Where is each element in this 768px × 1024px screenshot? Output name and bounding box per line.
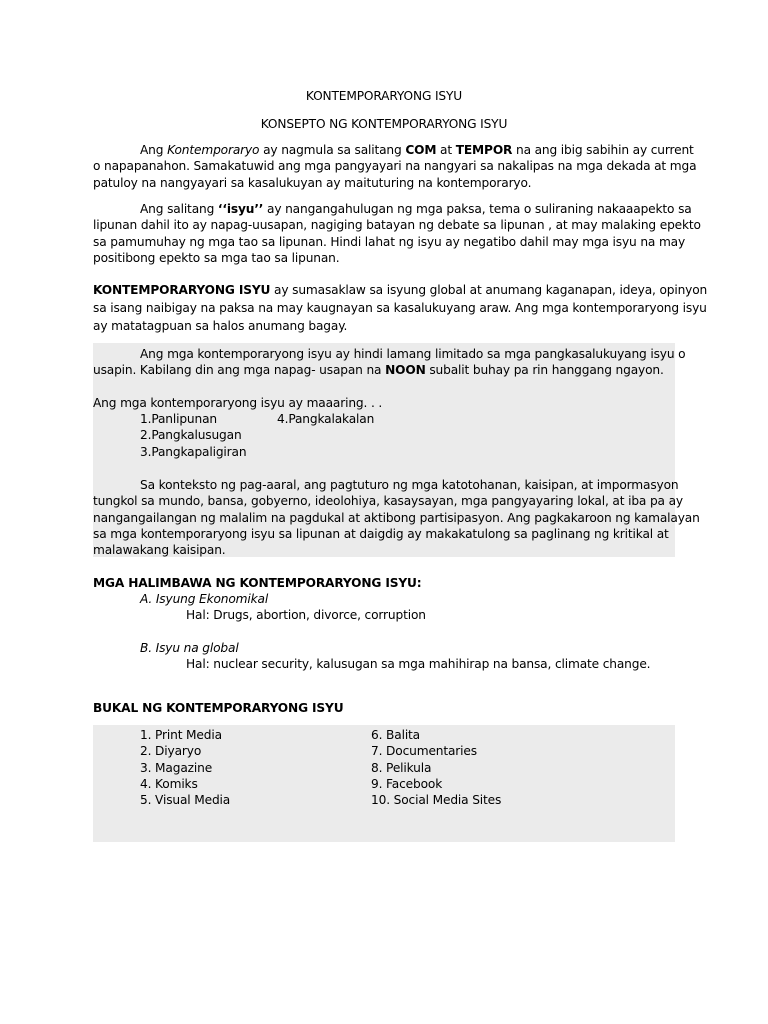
emphasis-isyu: ‘‘isyu’’ <box>217 202 264 216</box>
list-intro: Ang mga kontemporaryong isyu ay maaaring. . . <box>93 396 383 410</box>
paragraph-line <box>93 282 707 298</box>
example-item: Hal: nuclear security, kalusugan sa mga mahihirap na bansa, climate change. <box>186 657 651 671</box>
source-item: 5. Visual Media <box>140 793 231 807</box>
emphasis-term: KONTEMPORARYONG ISYU <box>93 283 271 297</box>
box-line <box>93 362 664 378</box>
text-run: at <box>436 143 456 157</box>
list-item: 3.Pangkapaligiran <box>140 445 247 459</box>
paragraph-line <box>140 201 692 217</box>
paragraph-line: lipunan dahil ito ay napag-uusapan, nagiging batayan ng debate sa lipunan , at may malaking epekto <box>93 218 701 232</box>
box-line: malawakang kaisipan. <box>93 543 226 557</box>
text-run: Ang salitang <box>140 202 218 216</box>
box-line: sa mga kontemporaryong isyu sa lipunan at daigdig ay makakatulong sa paglinang ng kritikal at <box>93 527 669 541</box>
emphasis-com: COM <box>405 143 437 157</box>
source-item: 7. Documentaries <box>371 744 477 758</box>
paragraph-line: sa isang naibigay na paksa na may kaugnayan sa kasalukuyang araw. Ang mga kontemporaryong isyu <box>93 301 707 315</box>
source-item: 9. Facebook <box>371 777 443 791</box>
source-item: 3. Magazine <box>140 761 213 775</box>
source-item: 8. Pelikula <box>371 761 432 775</box>
paragraph-line: ay matatagpuan sa halos anumang bagay. <box>93 319 348 333</box>
section-heading-examples <box>93 575 422 591</box>
example-label <box>140 591 268 607</box>
text-run: ay nangangahulugan ng mga paksa, tema o suliraning nakaaapekto sa <box>263 202 692 216</box>
box-line: Ang mga kontemporaryong isyu ay hindi lamang limitado sa mga pangkasalukuyang isyu o <box>140 347 686 361</box>
emphasis-kontemporaryo: Kontemporaryo <box>167 143 260 157</box>
source-item: 4. Komiks <box>140 777 198 791</box>
section-heading-sources <box>93 700 343 716</box>
list-item: 2.Pangkalusugan <box>140 428 242 442</box>
paragraph-line: sa pamumuhay ng mga tao sa lipunan. Hindi lahat ng isyu ay negatibo dahil may mga isyu na may <box>93 235 686 249</box>
label-text: A. Isyung Ekonomikal <box>140 592 269 606</box>
emphasis-tempor: TEMPOR <box>455 143 513 157</box>
list-item: 4.Pangkalakalan <box>277 412 375 426</box>
heading-text: MGA HALIMBAWA NG KONTEMPORARYONG ISYU: <box>93 576 422 590</box>
text-run: na ang ibig sabihin ay current <box>512 143 694 157</box>
paragraph-line: patuloy na nangyayari sa kasalukuyan ay maituturing na kontemporaryo. <box>93 176 532 190</box>
source-item: 1. Print Media <box>140 728 222 742</box>
paragraph-line <box>140 142 694 158</box>
document-title: KONTEMPORARYONG ISYU <box>305 89 463 103</box>
example-label <box>140 640 239 656</box>
paragraph-line: o napapanahon. Samakatuwid ang mga pangyayari na nangyari sa nakalipas na mga dekada at mga <box>93 159 697 173</box>
example-item: Hal: Drugs, abortion, divorce, corruption <box>186 608 426 622</box>
paragraph-line: positibong epekto sa mga tao sa lipunan. <box>93 251 340 265</box>
emphasis-noon: NOON <box>385 363 426 377</box>
heading-text: BUKAL NG KONTEMPORARYONG ISYU <box>93 701 344 715</box>
text-run: subalit buhay pa rin hanggang ngayon. <box>425 363 664 377</box>
text-run: usapin. Kabilang din ang mga napag- usapan na <box>93 363 386 377</box>
box-line: Sa konteksto ng pag-aaral, ang pagtuturo ng mga katotohanan, kaisipan, at impormasyon <box>140 478 679 492</box>
text-run: ay sumasaklaw sa isyung global at anumang kaganapan, ideya, opinyon <box>270 283 708 297</box>
source-item: 10. Social Media Sites <box>371 793 502 807</box>
source-item: 2. Diyaryo <box>140 744 202 758</box>
text-run: Ang <box>140 143 168 157</box>
box-line: nangangailangan ng malalim na pagdukal at aktibong partisipasyon. Ang pagkakaroon ng kamalayan <box>93 511 700 525</box>
text-run: ay nagmula sa salitang <box>259 143 406 157</box>
box-line: tungkol sa mundo, bansa, gobyerno, ideolohiya, kasaysayan, mga pangyayaring lokal, at iba pa ay <box>93 494 683 508</box>
document-subtitle: KONSEPTO NG KONTEMPORARYONG ISYU <box>260 117 508 131</box>
list-item: 1.Panlipunan <box>140 412 217 426</box>
label-text: B. Isyu na global <box>140 641 239 655</box>
source-item: 6. Balita <box>371 728 421 742</box>
